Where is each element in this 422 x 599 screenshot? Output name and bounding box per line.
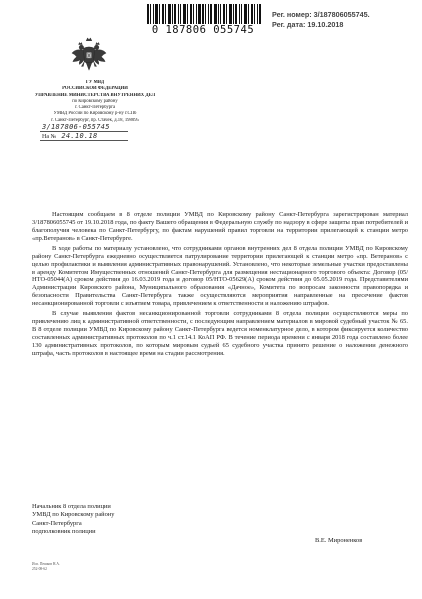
- signatory-line-4: подполковник полиции: [32, 528, 96, 536]
- incoming-ref-handwritten: 24.10.18: [61, 133, 98, 141]
- letterhead-line-4: по Кировскому району: [72, 98, 118, 104]
- barcode-number: 0 187806 055745: [151, 24, 255, 36]
- letterhead-line-5: г. Санкт-Петербурга: [74, 105, 116, 111]
- registration-date: Рег. дата: 19.10.2018: [272, 20, 344, 29]
- letterhead-line-1: ГУ МВД: [85, 80, 105, 85]
- letterhead-line-7: г. Санкт-Петербург, пр. Стачек, д.18, 198095: [51, 117, 139, 123]
- signatory-line-1: Начальник 8 отдела полиции: [32, 503, 111, 510]
- body-paragraph-3: В случае выявления фактов несанкционированной торговли сотрудниками 8 отдела полиции осуществляются меры по привлечению лиц к административной ответственности, с последующим направлением материалов в мировой судебный участок № 65. В 8 отделе полиции УМВД по Кировскому району Санкт-Петербурга ведется номенклатурное дело, в котором фиксируется количество составленных административных протоколов по ч.1 ст.14.1 КоАП РФ. В течение периода времени с января 2018 года составлено более 130 административных протоколов, по которым мировым судьей 65 судебного участка принято решение о наложении денежного штрафа, часть протоколов в настоящее время на стадии рассмотрения.: [32, 310, 408, 357]
- incoming-ref-line: [10, 133, 180, 142]
- signatory-name: В.Е. Мироненков: [315, 537, 363, 544]
- letter-body: [32, 211, 408, 357]
- executor-name: Исп. Пешков Н.А.: [32, 562, 60, 566]
- registration-number: Рег. номер: 3/187806055745.: [272, 10, 370, 19]
- barcode: [147, 4, 261, 24]
- letterhead: [10, 80, 180, 142]
- body-paragraph-1: Настоящим сообщаем в 8 отделе полиции УМВД по Кировскому району Санкт-Петербурга зарегистрирован материал 3/187806055745 от 19.10.2018 года, по факту Вашего обращения в Федеральную службу по надзору в сфере защиты прав потребителей и благополучия человека по Санкт-Петербургу, по фактам нарушений правил торговли на территории прилегающей к станции метро «пр.Ветеранов» в Санкт-Петербурге.: [32, 211, 408, 242]
- letterhead-line-3: УПРАВЛЕНИЕ МИНИСТЕРСТВА ВНУТРЕННИХ ДЕЛ: [34, 92, 156, 98]
- signatory-title: [32, 503, 172, 537]
- body-paragraph-2: В ходе работы по материалу установлено, что сотрудниками органов внутренних дел 8 отдела полиции УМВД по Кировскому району Санкт-Петербурга ежедневно осуществляется патрулирование территории прилегающей к станции метро «пр. Ветеранов» с целью профилактики и выявления административных правонарушений. Установлено, что некоторые земельные участки предоставлены в аренду Комитетом Имущественных отношений Санкт-Петербурга для размещения нестационарного торгового объекта: Договор (05/НТО-05044(А) сроком действия до 16.03.2019 года и договор 05/НТО-05629(А) сроком действия до 05.05.2019 года. Представителями Администрации Кировского района, Муниципального образования «Дачное», Комитета по вопросам законности правопорядка и безопасности Правительства Санкт-Петербурга также осуществляются мероприятия направленные на пресечение фактов несанкционированной торговли с изъятием товара, привлечением к ответственности и наложению штрафов.: [32, 244, 408, 307]
- letterhead-line-6: УМВД России по Кировскому р-ну г.СПб: [53, 111, 137, 117]
- executor-info: [32, 562, 132, 572]
- registration-stamp: [272, 10, 417, 30]
- signatory-line-3: Санкт-Петербурга: [32, 519, 82, 527]
- outgoing-ref-handwritten: 3/187806-055745: [42, 124, 110, 132]
- executor-phone: 252-08-62: [32, 567, 47, 571]
- outgoing-ref-line: [10, 124, 180, 133]
- letterhead-line-2: РОССИЙСКОЙ ФЕДЕРАЦИИ: [62, 86, 128, 92]
- signatory-line-2: УМВД по Кировскому району: [32, 511, 115, 519]
- double-headed-eagle-emblem-icon: [70, 36, 108, 74]
- incoming-ref-label: На №: [42, 134, 57, 141]
